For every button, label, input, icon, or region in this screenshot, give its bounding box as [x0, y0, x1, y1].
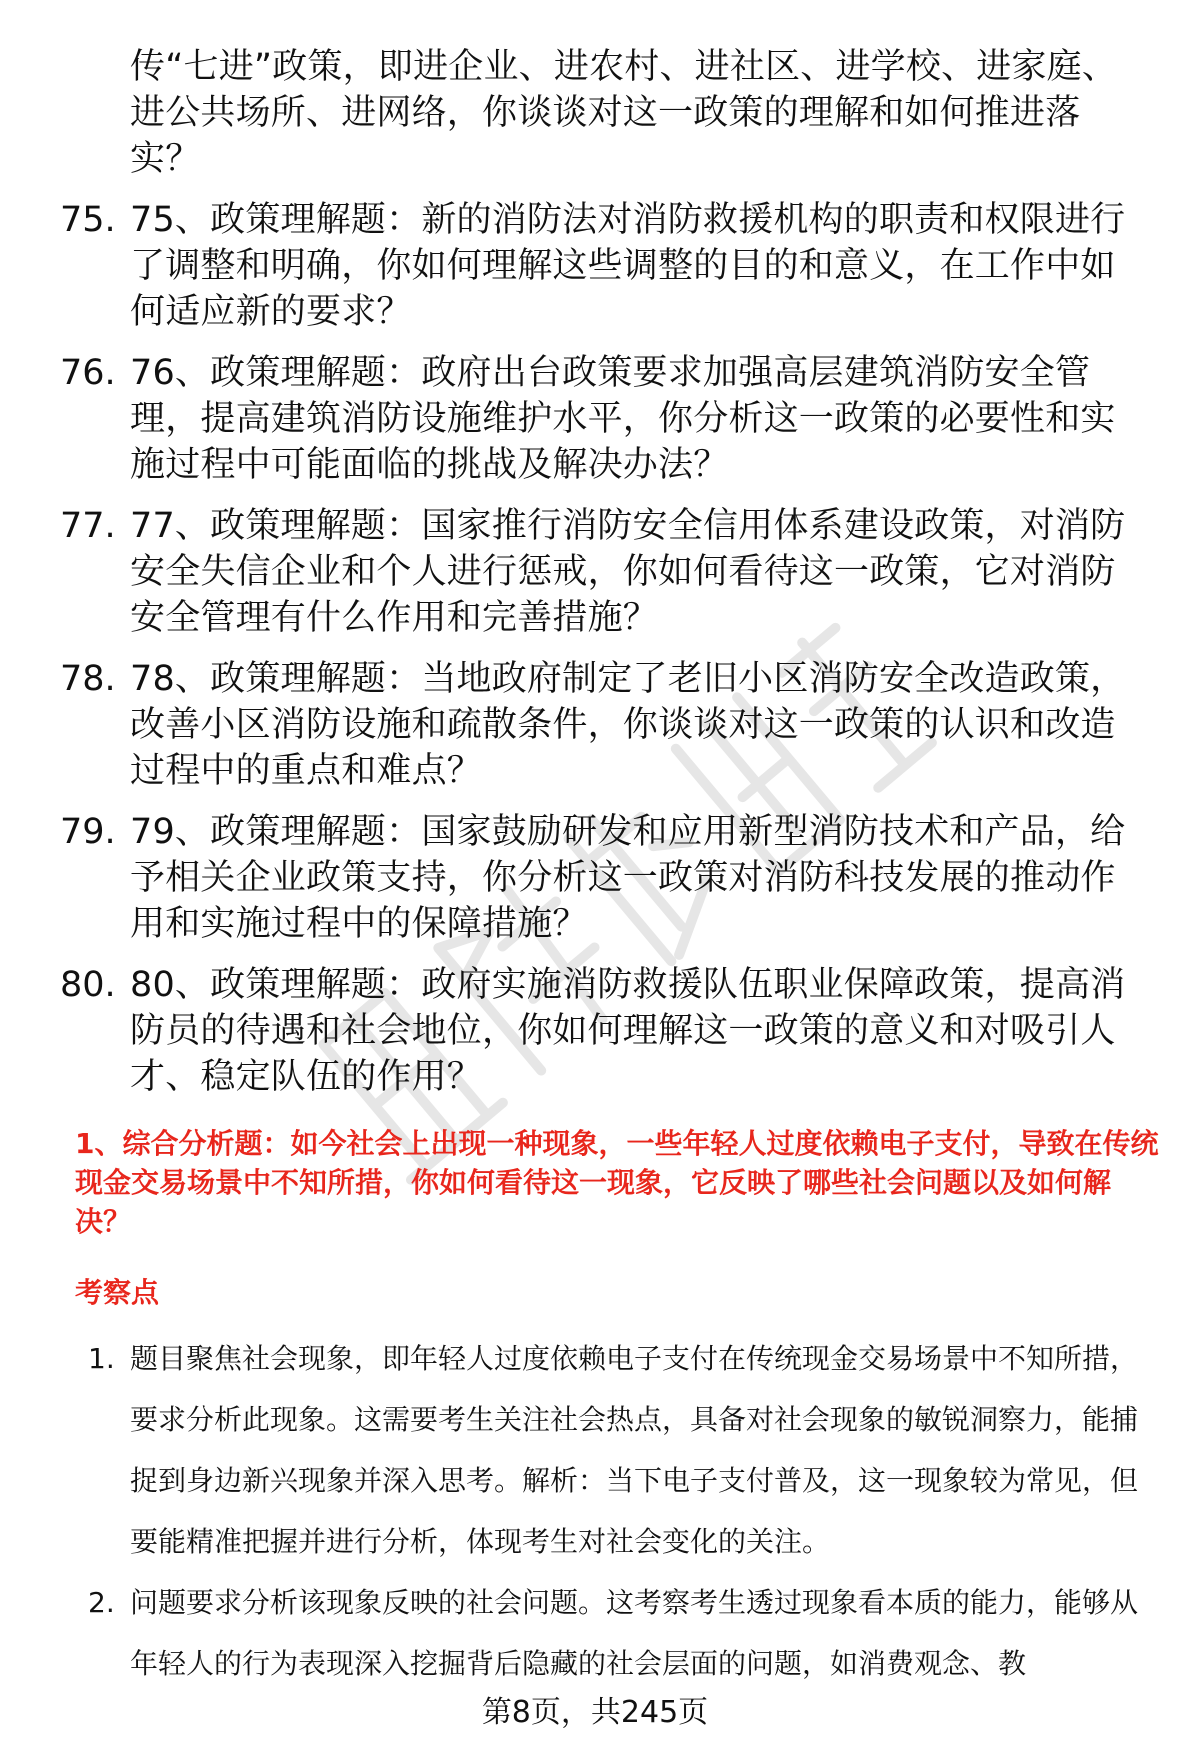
question-item [0, 350, 1190, 488]
point-text: 问题要求分析该现象反映的社会问题。这考察考生透过现象看本质的能力，能够从年轻人的行为表现深入挖掘背后隐藏的社会层面的问题，如消费观念、教 [130, 1586, 1139, 1680]
question-text: 传“七进”政策，即进企业、进农村、进社区、进学校、进家庭、进公共场所、进网络，你谈谈对这一政策的理解和如何推进落实？ [130, 47, 1118, 179]
analysis-section [75, 1124, 1165, 1313]
question-text: 79、政策理解题：国家鼓励研发和应用新型消防技术和产品，给予相关企业政策支持，你分析这一政策对消防科技发展的推动作用和实施过程中的保障措施？ [130, 812, 1126, 944]
question-number: 77. [60, 506, 116, 546]
analysis-points [0, 1328, 1190, 1694]
analysis-subheading: 考察点 [75, 1276, 160, 1309]
point-number: 1. [88, 1342, 115, 1375]
question-text: 77、政策理解题：国家推行消防安全信用体系建设政策，对消防安全失信企业和个人进行惩戒，你如何看待这一政策，它对消防安全管理有什么作用和完善措施？ [130, 506, 1126, 638]
list-item [0, 1572, 1190, 1694]
question-text: 78、政策理解题：当地政府制定了老旧小区消防安全改造政策，改善小区消防设施和疏散条件，你谈谈对这一政策的认识和改造过程中的重点和难点？ [130, 659, 1126, 791]
question-number: 80. [60, 965, 116, 1005]
question-item [0, 656, 1190, 794]
question-text: 75、政策理解题：新的消防法对消防救援机构的职责和权限进行了调整和明确，你如何理解这些调整的目的和意义，在工作中如何适应新的要求？ [130, 200, 1126, 332]
point-number: 2. [88, 1586, 115, 1619]
question-text: 80、政策理解题：政府实施消防救援队伍职业保障政策，提高消防员的待遇和社会地位，你如何理解这一政策的意义和对吸引人才、稳定队伍的作用？ [130, 965, 1126, 1097]
point-text: 题目聚焦社会现象，即年轻人过度依赖电子支付在传统现金交易场景中不知所措，要求分析此现象。这需要考生关注社会热点，具备对社会现象的敏锐洞察力，能捕捉到身边新兴现象并深入思考。解析：当下电子支付普及，这一现象较为常见，但要能精准把握并进行分析，体现考生对社会变化的关注。 [130, 1342, 1139, 1558]
question-number: 78. [60, 659, 116, 699]
question-item [0, 197, 1190, 335]
question-number: 75. [60, 200, 116, 240]
question-item [0, 44, 1190, 182]
question-number: 79. [60, 812, 116, 852]
question-item [0, 503, 1190, 641]
question-item [0, 962, 1190, 1100]
page-footer: 第8页，共245页 [481, 1695, 709, 1730]
question-list [0, 44, 1190, 1115]
question-item [0, 809, 1190, 947]
list-item [0, 1328, 1190, 1572]
question-number: 76. [60, 353, 116, 393]
question-text: 76、政策理解题：政府出台政策要求加强高层建筑消防安全管理，提高建筑消防设施维护水平，你分析这一政策的必要性和实施过程中可能面临的挑战及解决办法？ [130, 353, 1116, 485]
analysis-question: 1、综合分析题：如今社会上出现一种现象，一些年轻人过度依赖电子支付，导致在传统现金交易场景中不知所措，你如何看待这一现象，它反映了哪些社会问题以及如何解决？ [75, 1127, 1159, 1238]
